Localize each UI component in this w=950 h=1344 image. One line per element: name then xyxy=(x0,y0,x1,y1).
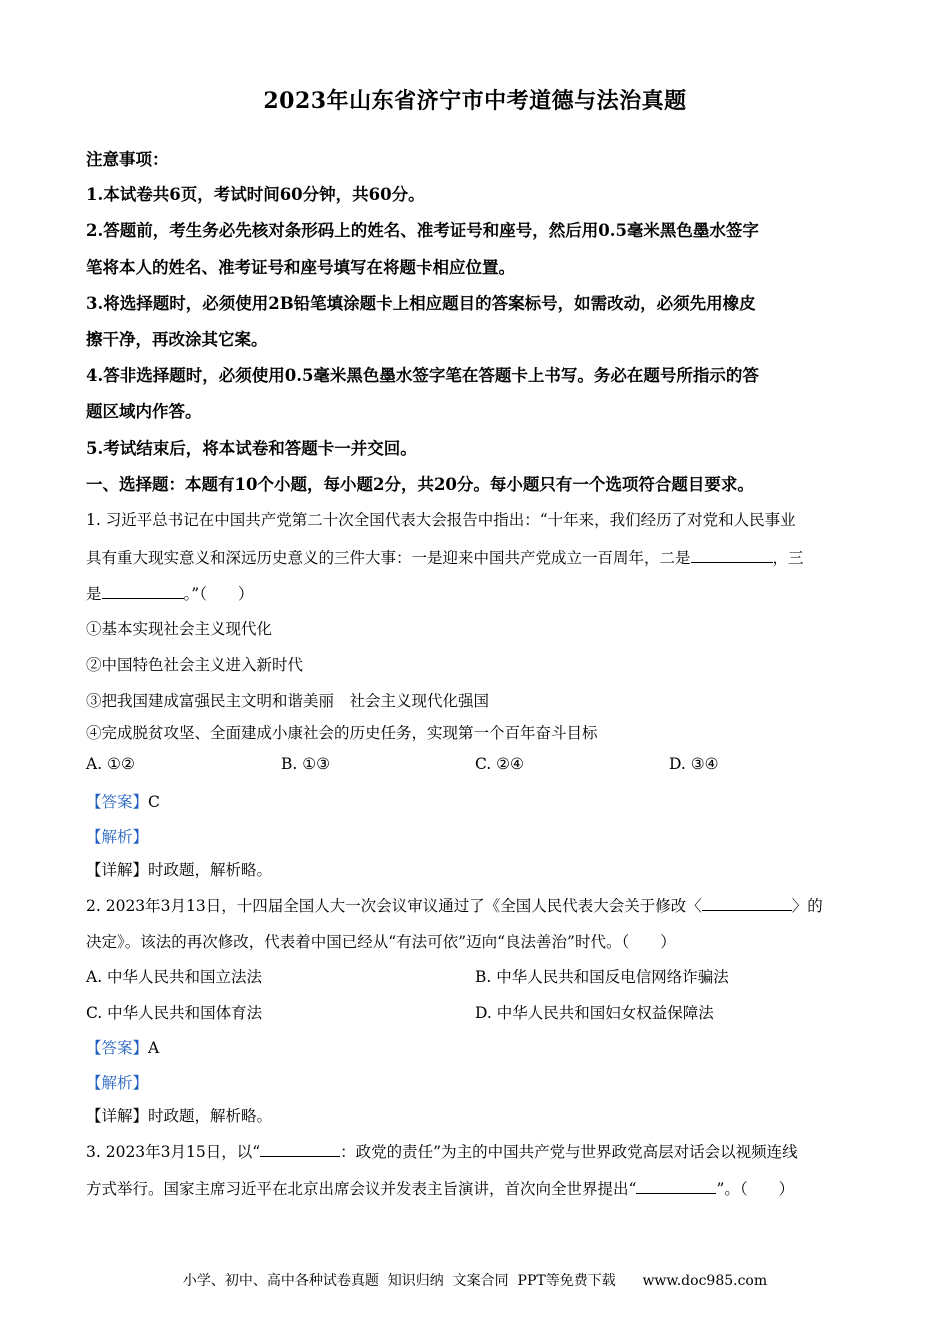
detail-tag: 【详解】 xyxy=(86,1107,149,1125)
question-text: 2. 2023年3月13日，十四届全国人大一次会议审议通过了《全国人民代表大会关于修改〈 xyxy=(86,897,702,915)
question-1-stem: 1. 习近平总书记在中国共产党第二十次全国代表大会报告中指出：“十年来，我们经历了对党和人民事业 xyxy=(86,511,796,529)
answer-blank xyxy=(102,584,184,599)
question-text: ”。（ ） xyxy=(716,1180,795,1198)
option-d: D. ③④ xyxy=(669,755,719,773)
answer-tag: 【答案】 xyxy=(86,793,149,811)
question-1-item: ④完成脱贫攻坚、全面建成小康社会的历史任务，实现第一个百年奋斗目标 xyxy=(86,724,598,742)
detail-text: 时政题，解析略。 xyxy=(148,861,273,879)
question-1-item: ③把我国建成富强民主文明和谐美丽 社会主义现代化强国 xyxy=(86,692,490,710)
detail-tag: 【详解】 xyxy=(86,861,149,879)
question-3-stem xyxy=(86,1140,876,1162)
question-3-stem-line2 xyxy=(86,1177,876,1199)
notice-item: 擦干净，再改涂其它案。 xyxy=(86,330,268,349)
answer-line xyxy=(86,790,876,812)
notice-item: 笔将本人的姓名、准考证号和座号填写在将题卡相应位置。 xyxy=(86,258,515,277)
notice-item: 4.答非选择题时，必须使用0.5毫米黑色墨水签字笔在答题卡上书写。务必在题号所指示的答 xyxy=(86,366,759,385)
question-1-stem-line2 xyxy=(86,546,876,568)
option-b: B. ①③ xyxy=(281,755,331,773)
answer-blank xyxy=(691,548,773,563)
answer-blank xyxy=(636,1179,716,1194)
detail-text: 时政题，解析略。 xyxy=(148,1107,273,1125)
answer-blank xyxy=(702,896,792,911)
option-c: C. 中华人民共和国体育法 xyxy=(86,1004,263,1022)
analysis-line xyxy=(86,825,876,847)
notice-item: 3.将选择题时，必须使用2B铅笔填涂题卡上相应题目的答案标号，如需改动，必须先用橡皮 xyxy=(86,294,756,313)
notice-item: 5.考试结束后，将本试卷和答题卡一并交回。 xyxy=(86,439,417,458)
detail-line xyxy=(86,1104,876,1126)
question-2-stem xyxy=(86,894,876,916)
question-text: 3. 2023年3月15日，以“ xyxy=(86,1143,261,1161)
answer-value: C xyxy=(148,793,160,811)
detail-line xyxy=(86,858,876,880)
option-d: D. 中华人民共和国妇女权益保障法 xyxy=(475,1004,714,1022)
option-a: A. ①② xyxy=(86,755,135,773)
notice-item: 1.本试卷共6页，考试时间60分钟，共60分。 xyxy=(86,185,425,204)
option-a: A. 中华人民共和国立法法 xyxy=(86,968,263,986)
analysis-tag: 【解析】 xyxy=(86,828,149,846)
answer-value: A xyxy=(148,1039,160,1057)
notice-item: 题区域内作答。 xyxy=(86,402,202,421)
question-text: 方式举行。国家主席习近平在北京出席会议并发表主旨演讲，首次向全世界提出“ xyxy=(86,1180,637,1198)
question-2-stem-line2: 决定》。该法的再次修改，代表着中国已经从“有法可依”迈向“良法善治”时代。（ ） xyxy=(86,933,676,951)
option-b: B. 中华人民共和国反电信网络诈骗法 xyxy=(475,968,729,986)
question-1-item: ②中国特色社会主义进入新时代 xyxy=(86,656,304,674)
analysis-tag: 【解析】 xyxy=(86,1074,149,1092)
question-text: 。”（ ） xyxy=(183,585,254,603)
question-text: ，三 xyxy=(772,549,804,567)
question-text: ：政党的责任”为主的中国共产党与世界政党高层对话会以视频连线 xyxy=(340,1143,798,1161)
notice-item: 2.答题前，考生务必先核对条形码上的姓名、准考证号和座号，然后用0.5毫米黑色墨水签字 xyxy=(86,221,759,240)
notice-heading: 注意事项： xyxy=(86,150,169,169)
question-text: 〉的 xyxy=(791,897,823,915)
page-title: 2023年山东省济宁市中考道德与法治真题 xyxy=(263,88,687,114)
option-c: C. ②④ xyxy=(475,755,524,773)
analysis-line xyxy=(86,1071,876,1093)
page-footer: 小学、初中、高中各种试卷真题 知识归纳 文案合同 PPT等免费下载 www.doc985.com xyxy=(182,1273,768,1289)
question-text: 具有重大现实意义和深远历史意义的三件大事：一是迎来中国共产党成立一百周年，二是 xyxy=(86,549,691,567)
answer-blank xyxy=(260,1142,340,1157)
answer-line xyxy=(86,1036,876,1058)
section-heading: 一、选择题：本题有10个小题，每小题2分，共20分。每小题只有一个选项符合题目要求。 xyxy=(86,475,754,494)
answer-tag: 【答案】 xyxy=(86,1039,149,1057)
question-1-stem-line3 xyxy=(86,582,876,604)
question-1-item: ①基本实现社会主义现代化 xyxy=(86,620,273,638)
question-text: 是 xyxy=(86,585,102,603)
